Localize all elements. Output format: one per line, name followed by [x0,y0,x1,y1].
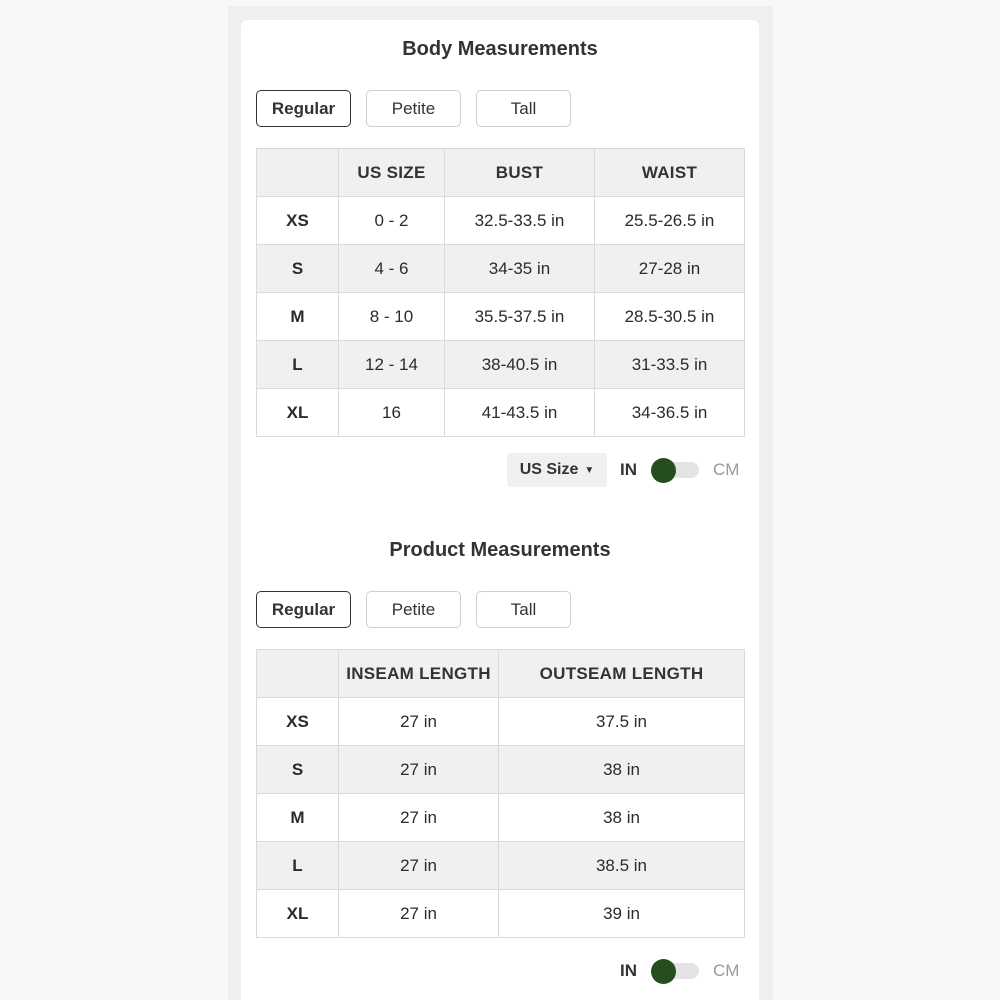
table-row [257,389,745,437]
table-cell: 38.5 in [499,842,745,890]
column-header-bust: BUST [445,149,595,197]
body-tab-tall[interactable]: Tall [476,90,571,127]
column-header [257,650,339,698]
size-label: M [257,293,339,341]
table-row [257,698,745,746]
table-cell: 27-28 in [595,245,745,293]
body-measurements-title: Body Measurements [402,38,598,60]
table-cell: 25.5-26.5 in [595,197,745,245]
table-cell: 38 in [499,794,745,842]
table-header-row [257,149,745,197]
table-cell: 32.5-33.5 in [445,197,595,245]
table-row [257,293,745,341]
unit-cm-label: CM [713,460,740,479]
product-tab-petite[interactable]: Petite [366,591,461,628]
table-header-row [257,650,745,698]
body-tab-regular[interactable]: Regular [256,90,351,127]
table-row [257,746,745,794]
product-tab-regular[interactable]: Regular [256,591,351,628]
table-row [257,794,745,842]
column-header-inseam: INSEAM LENGTH [339,650,499,698]
table-row [257,890,745,938]
product-measurements-title: Product Measurements [389,539,611,561]
table-cell: 34-35 in [445,245,595,293]
table-row [257,245,745,293]
product-tab-tall[interactable]: Tall [476,591,571,628]
table-cell: 27 in [339,746,499,794]
table-row [257,197,745,245]
product-fit-tabs [256,591,571,628]
size-label: XL [257,389,339,437]
body-measurements-table [256,148,745,437]
table-cell: 8 - 10 [339,293,445,341]
table-cell: 4 - 6 [339,245,445,293]
column-header-outseam: OUTSEAM LENGTH [499,650,745,698]
column-header [257,149,339,197]
size-guide-card [241,20,759,1000]
table-row [257,842,745,890]
size-label: L [257,842,339,890]
product-unit-controls [241,954,759,988]
table-cell: 27 in [339,842,499,890]
unit-cm-label: CM [713,961,740,980]
table-row [257,341,745,389]
size-label: S [257,746,339,794]
size-system-dropdown[interactable] [507,453,607,487]
body-fit-tabs [256,90,571,127]
table-cell: 27 in [339,794,499,842]
table-cell: 39 in [499,890,745,938]
caret-down-icon: ▼ [584,464,595,476]
column-header-us-size: US SIZE [339,149,445,197]
toggle-knob [651,458,676,483]
size-label: XL [257,890,339,938]
table-cell: 27 in [339,890,499,938]
unit-in-label: IN [620,460,637,479]
table-cell: 16 [339,389,445,437]
table-cell: 28.5-30.5 in [595,293,745,341]
product-measurements-table [256,649,745,938]
table-cell: 41-43.5 in [445,389,595,437]
column-header-waist: WAIST [595,149,745,197]
size-label: XS [257,197,339,245]
body-unit-toggle[interactable] [651,458,699,482]
size-system-value: US Size [519,461,579,478]
table-cell: 12 - 14 [339,341,445,389]
toggle-knob [651,959,676,984]
body-tab-petite[interactable]: Petite [366,90,461,127]
size-label: L [257,341,339,389]
table-cell: 38 in [499,746,745,794]
table-cell: 34-36.5 in [595,389,745,437]
table-cell: 0 - 2 [339,197,445,245]
size-label: XS [257,698,339,746]
table-cell: 38-40.5 in [445,341,595,389]
size-label: S [257,245,339,293]
table-cell: 37.5 in [499,698,745,746]
table-cell: 27 in [339,698,499,746]
body-unit-controls [241,453,759,487]
table-cell: 35.5-37.5 in [445,293,595,341]
table-cell: 31-33.5 in [595,341,745,389]
unit-in-label: IN [620,961,637,980]
size-label: M [257,794,339,842]
product-unit-toggle[interactable] [651,959,699,983]
